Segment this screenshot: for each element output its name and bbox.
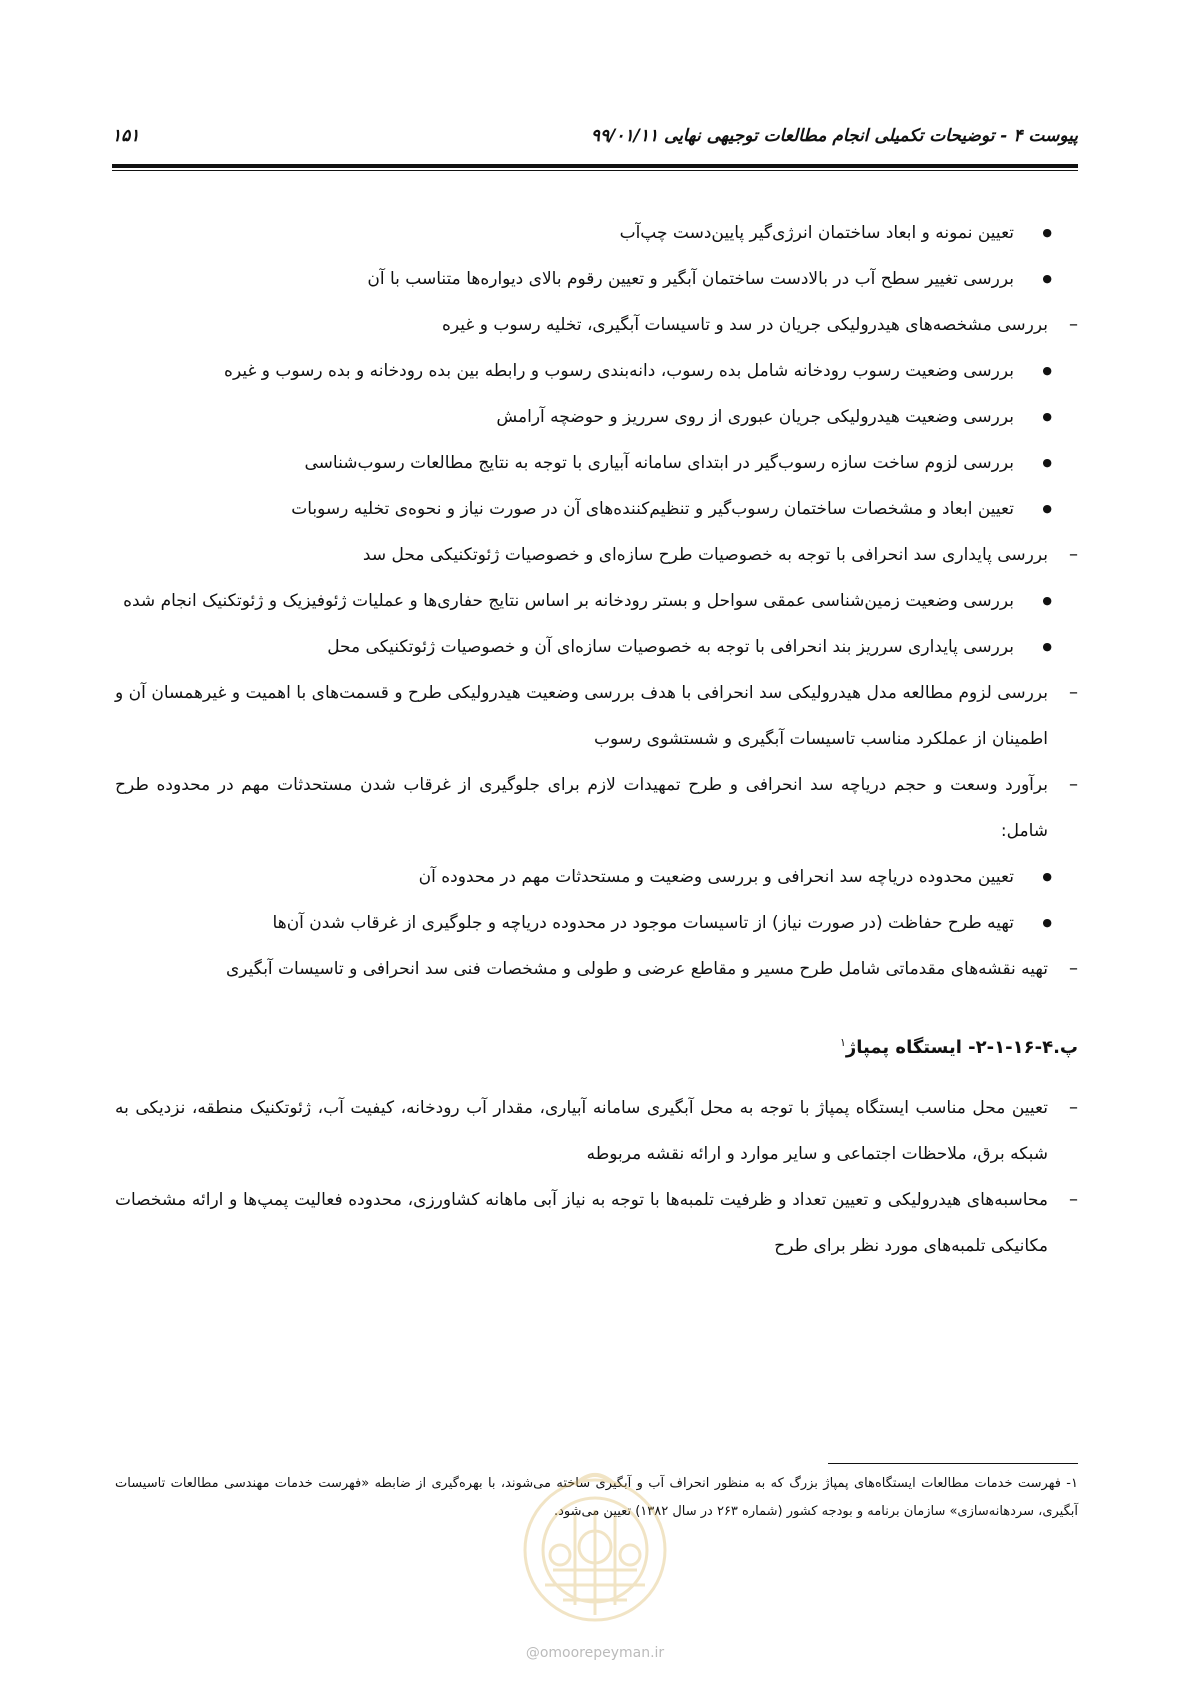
watermark-seal-icon — [505, 1455, 685, 1635]
list-item: – بررسی مشخصه‌های هیدرولیکی جریان در سد و تاسیسات آبگیری، تخلیه رسوب و غیره — [115, 302, 1078, 348]
main-content — [115, 210, 1078, 1269]
list-item: ● بررسی لزوم ساخت سازه رسوب‌گیر در ابتدای سامانه آبیاری با توجه به نتایج مطالعات رسوب‌شناسی — [115, 440, 1078, 486]
list-item: – تعیین محل مناسب ایستگاه پمپاژ با توجه به محل آبگیری سامانه آبیاری، مقدار آب رودخانه، کیفیت آب، ژئوتکنیک منطقه، نزدیکی به شبکه برق، ملاحظات اجتماعی و سایر موارد و ارائه نقشه مربوطه — [115, 1085, 1078, 1177]
footnote: ۱- فهرست خدمات مطالعات ایستگاه‌های پمپاژ بزرگ که به منظور انحراف آب و آبگیری ساخته می‌شوند، با بهره‌گیری از ضابطه «فهرست خدمات مهندسی مطالعات تاسیسات آبگیری، سردهانه‌سازی» سازمان برنامه و بودجه کشور (شماره ۲۶۳ در سال ۱۳۸۲) تعیین می‌شود. — [115, 1476, 1078, 1519]
list-item: – محاسبه‌های هیدرولیکی و تعیین تعداد و ظرفیت تلمبه‌ها با توجه به نیاز آبی ماهانه کشاورزی، محدوده فعالیت پمپ‌ها و ارائه مشخصات مکانیکی تلمبه‌های مورد نظر برای طرح — [115, 1177, 1078, 1269]
header-rule-thin — [112, 170, 1078, 171]
section-heading — [115, 1020, 1078, 1071]
header-title: پیوست ۴ - توضیحات تکمیلی انجام مطالعات توجیهی نهایی ۹۹/۰۱/۱۱ — [590, 126, 1078, 146]
list-item: – بررسی لزوم مطالعه مدل هیدرولیکی سد انحرافی با هدف بررسی وضعیت هیدرولیکی طرح و قسمت‌های با اهمیت و غیرهمسان آن و اطمینان از عملکرد مناسب تاسیسات آبگیری و شستشوی رسوب — [115, 670, 1078, 762]
list-item: ● بررسی وضعیت رسوب رودخانه شامل بده رسوب، دانه‌بندی رسوب و رابطه بین بده رودخانه و بده رسوب و غیره — [115, 348, 1078, 394]
list-item: ● تعیین محدوده دریاچه سد انحرافی و بررسی وضعیت و مستحدثات مهم در محدوده آن — [115, 854, 1078, 900]
list-item: ● بررسی وضعیت هیدرولیکی جریان عبوری از روی سرریز و حوضچه آرامش — [115, 394, 1078, 440]
page-header — [112, 126, 1078, 156]
list-item: ● بررسی وضعیت زمین‌شناسی عمقی سواحل و بستر رودخانه بر اساس نتایج حفاری‌ها و عملیات ژئوفیزیک و ژئوتکنیک انجام شده — [115, 578, 1078, 624]
footnote-divider — [828, 1463, 1078, 1464]
watermark-site: @omoorepeyman.ir — [525, 1645, 665, 1661]
list-item: – برآورد وسعت و حجم دریاچه سد انحرافی و طرح تمهیدات لازم برای جلوگیری از غرقاب شدن مستحدثات مهم در محدوده طرح شامل: — [115, 762, 1078, 854]
page-number: ۱۵۱ — [112, 126, 140, 146]
list-item: ● بررسی پایداری سرریز بند انحرافی با توجه به خصوصیات سازه‌ای آن و خصوصیات ژئوتکنیکی محل — [115, 624, 1078, 670]
section-heading-text: پ.۴-۱۶-۱-۲- ایستگاه پمپاژ — [845, 1037, 1078, 1058]
list-item: – تهیه نقشه‌های مقدماتی شامل طرح مسیر و مقاطع عرضی و طولی و مشخصات فنی سد انحرافی و تاسیسات آبگیری — [115, 946, 1078, 992]
list-item: – بررسی پایداری سد انحرافی با توجه به خصوصیات طرح سازه‌ای و خصوصیات ژئوتکنیکی محل سد — [115, 532, 1078, 578]
list-item: ● بررسی تغییر سطح آب در بالادست ساختمان آبگیر و تعیین رقوم بالای دیواره‌ها متناسب با آن — [115, 256, 1078, 302]
list-item: ● تعیین نمونه و ابعاد ساختمان انرژی‌گیر پایین‌دست چپ‌آب — [115, 210, 1078, 256]
footnote-ref: ۱ — [839, 1036, 846, 1049]
list-item: ● تعیین ابعاد و مشخصات ساختمان رسوب‌گیر و تنظیم‌کننده‌های آن در صورت نیاز و نحوه‌ی تخلیه رسوبات — [115, 486, 1078, 532]
list-item: ● تهیه طرح حفاظت (در صورت نیاز) از تاسیسات موجود در محدوده دریاچه و جلوگیری از غرقاب شدن آن‌ها — [115, 900, 1078, 946]
header-rule-thick — [112, 164, 1078, 168]
